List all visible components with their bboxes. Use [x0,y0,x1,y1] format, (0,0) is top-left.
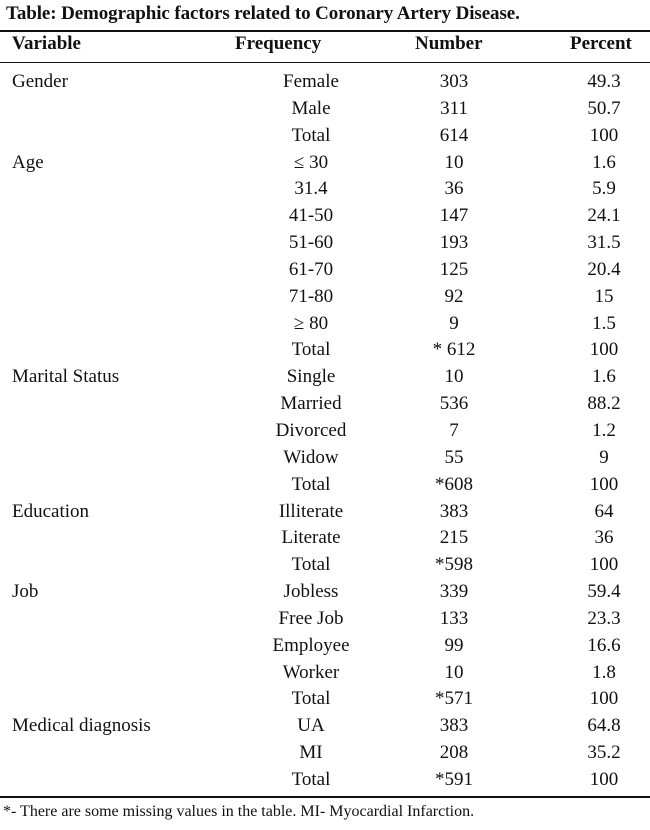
cell-frequency: Married [280,393,342,415]
header-number: Number [415,33,483,54]
cell-percent: 9 [599,446,609,468]
cell-percent: 100 [589,339,619,361]
cell-percent: 1.6 [592,366,616,388]
cell-number: 147 [439,205,469,227]
top-rule [0,30,650,32]
table-row [0,337,650,364]
cell-variable: Job [12,581,39,603]
cell-number: 7 [449,419,459,441]
table-row [0,660,650,687]
cell-number: 10 [444,151,464,173]
table-row [0,364,650,391]
cell-variable: Gender [12,71,68,92]
cell-frequency: Jobless [283,581,339,603]
cell-frequency: Female [283,71,339,92]
cell-number: 99 [444,634,464,656]
cell-frequency: Divorced [275,419,347,441]
table-row [0,311,650,338]
cell-number: 215 [439,527,469,549]
cell-number: *598 [435,554,473,576]
cell-frequency: Total [291,124,331,146]
table-title: Table: Demographic factors related to Coronary Artery Disease. [6,3,520,24]
cell-number: 9 [449,312,459,334]
table-footnote: *- There are some missing values in the table. MI- Myocardial Infarction. [3,803,475,820]
table-row [0,230,650,257]
cell-number: 133 [439,607,469,629]
cell-number: *608 [435,473,473,495]
table-row [0,176,650,203]
header-rule [0,62,650,63]
cell-frequency: Total [291,339,331,361]
table-row [0,472,650,499]
cell-number: 383 [439,500,469,522]
table-row [0,96,650,123]
cell-frequency: Employee [272,634,350,656]
table-row [0,767,650,794]
table-row [0,284,650,311]
cell-percent: 88.2 [587,393,621,415]
cell-frequency: ≥ 80 [293,312,329,334]
cell-percent: 15 [594,285,614,307]
cell-variable: Medical diagnosis [12,715,151,737]
bottom-rule [0,796,650,798]
cell-number: *571 [435,688,473,710]
cell-percent: 1.8 [592,661,616,683]
cell-percent: 20.4 [587,258,621,280]
cell-frequency: UA [297,715,325,737]
table-row [0,499,650,526]
cell-percent: 5.9 [592,178,616,200]
cell-number: 193 [439,232,469,254]
cell-percent: 23.3 [587,607,621,629]
cell-frequency: 41-50 [288,205,334,227]
header-variable: Variable [12,33,81,54]
cell-percent: 100 [589,124,619,146]
table-row [0,525,650,552]
cell-frequency: 71-80 [288,285,334,307]
cell-number: 311 [440,97,468,119]
cell-percent: 64.8 [587,715,621,737]
cell-frequency: 31.4 [294,178,328,200]
cell-number: 10 [444,366,464,388]
table-row [0,203,650,230]
table-row [0,150,650,177]
table-row [0,606,650,633]
cell-frequency: 61-70 [288,258,334,280]
cell-frequency: ≤ 30 [293,151,329,173]
table-row [0,123,650,150]
cell-number: * 612 [432,339,476,361]
cell-number: 10 [444,661,464,683]
cell-percent: 50.7 [587,97,621,119]
cell-percent: 1.6 [592,151,616,173]
table-body [0,69,650,794]
cell-number: 55 [444,446,464,468]
table-row [0,391,650,418]
cell-frequency: 51-60 [288,232,334,254]
cell-number: 208 [439,742,469,764]
cell-percent: 1.2 [592,419,616,441]
cell-frequency: Total [291,688,331,710]
table-row [0,257,650,284]
cell-percent: 36 [594,527,614,549]
cell-percent: 100 [589,768,619,790]
cell-number: *591 [435,768,473,790]
cell-variable: Education [12,500,90,522]
cell-frequency: Total [291,768,331,790]
table-row [0,552,650,579]
cell-percent: 100 [589,554,619,576]
cell-frequency: Illiterate [278,500,344,522]
cell-frequency: Worker [282,661,340,683]
table-row [0,579,650,606]
cell-percent: 16.6 [587,634,621,656]
cell-frequency: Literate [281,527,341,549]
cell-variable: Age [12,151,44,173]
cell-number: 614 [439,124,469,146]
cell-number: 536 [439,393,469,415]
header-percent: Percent [570,33,632,54]
cell-percent: 1.5 [592,312,616,334]
cell-frequency: Free Job [278,607,344,629]
cell-number: 125 [439,258,469,280]
table-row [0,740,650,767]
table-row [0,69,650,96]
cell-frequency: Total [291,554,331,576]
cell-frequency: Widow [283,446,339,468]
cell-frequency: Male [291,97,331,119]
cell-variable: Marital Status [12,366,120,388]
table-row [0,633,650,660]
table-row [0,445,650,472]
cell-percent: 35.2 [587,742,621,764]
cell-frequency: Single [286,366,336,388]
cell-percent: 24.1 [587,205,621,227]
cell-percent: 59.4 [587,581,621,603]
cell-number: 92 [444,285,464,307]
table-row [0,686,650,713]
table-row [0,418,650,445]
cell-number: 36 [444,178,464,200]
cell-percent: 100 [589,688,619,710]
cell-frequency: Total [291,473,331,495]
table-row [0,713,650,740]
cell-percent: 64 [594,500,614,522]
cell-frequency: MI [299,742,323,764]
header-frequency: Frequency [235,33,322,54]
cell-percent: 31.5 [587,232,621,254]
cell-number: 303 [439,71,469,92]
cell-number: 339 [439,581,469,603]
cell-percent: 100 [589,473,619,495]
cell-number: 383 [439,715,469,737]
cell-percent: 49.3 [587,71,621,92]
